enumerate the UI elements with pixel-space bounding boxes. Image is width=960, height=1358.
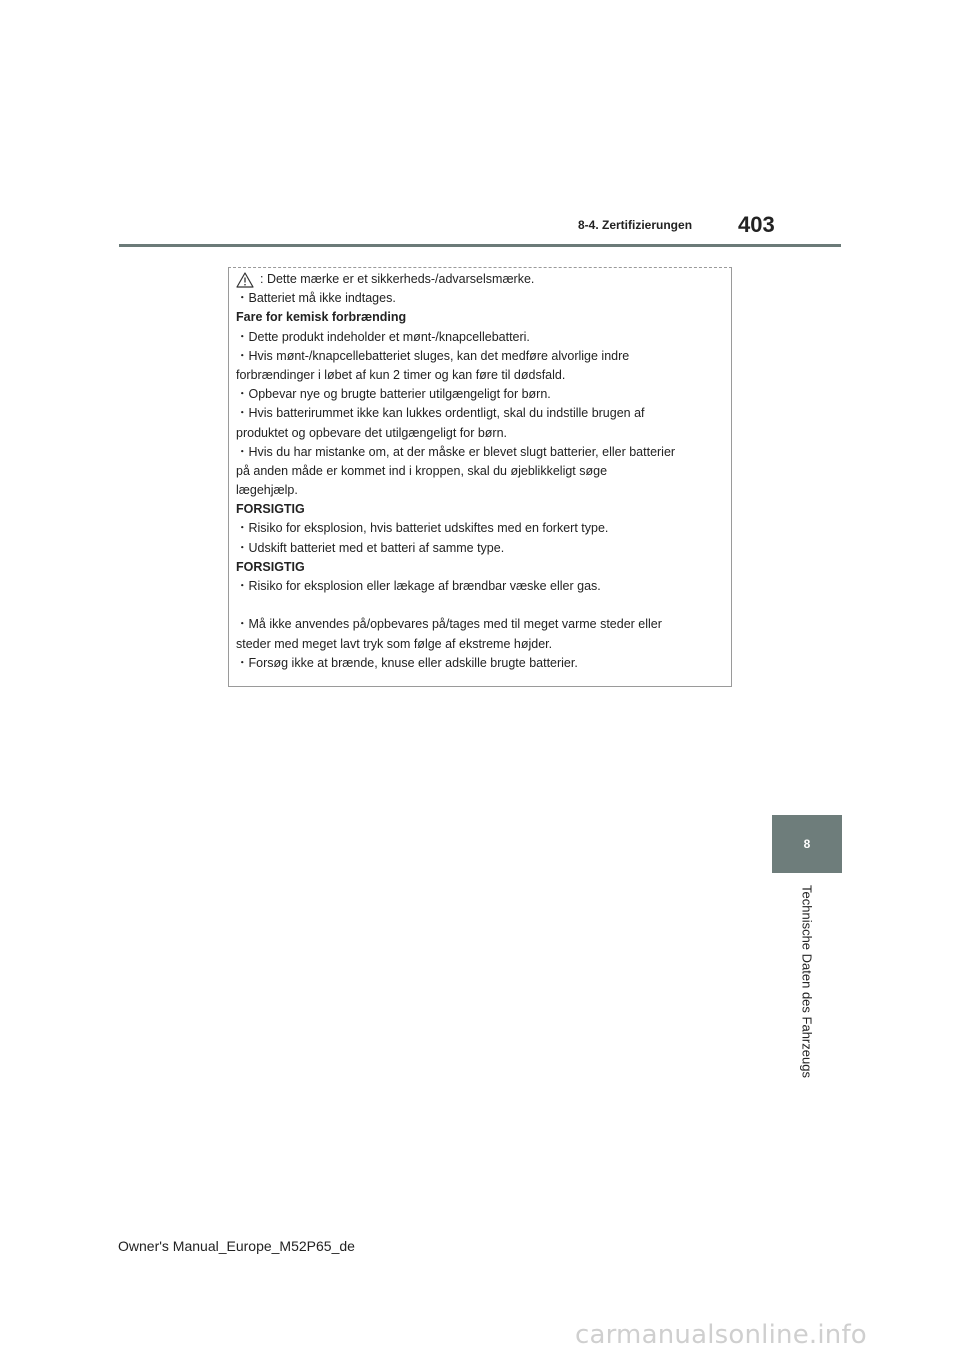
notice-line: på anden måde er kommet ind i kroppen, skal du øjeblikkeligt søge <box>236 463 608 478</box>
notice-line: ・Batteriet må ikke indtages. <box>236 291 396 306</box>
warning-label-text: : Dette mærke er et sikkerheds-/advarselsmærke. <box>260 272 535 286</box>
notice-line: Fare for kemisk forbrænding <box>236 310 407 325</box>
notice-line: ・Opbevar nye og brugte batterier utilgængeligt for børn. <box>236 387 551 402</box>
notice-line: FORSIGTIG <box>236 559 305 574</box>
notice-line: FORSIGTIG <box>236 502 305 517</box>
notice-line: forbrændinger i løbet af kun 2 timer og kan føre til dødsfald. <box>236 367 566 382</box>
warning-label-row <box>236 270 726 289</box>
notice-line: ・Forsøg ikke at brænde, knuse eller adskille brugte batterier. <box>236 655 578 670</box>
header-divider <box>119 244 841 247</box>
notice-line: ・Hvis mønt-/knapcellebatteriet sluges, kan det medføre alvorlige indre <box>236 348 630 363</box>
notice-line: produktet og opbevare det utilgængeligt for børn. <box>236 425 508 440</box>
notice-line: ・Hvis du har mistanke om, at der måske er blevet slugt batterier, eller batterier <box>236 444 676 459</box>
notice-line: ・Må ikke anvendes på/opbevares på/tages med til meget varme steder eller <box>236 617 662 632</box>
chapter-title: Technische Daten des Fahrzeugs <box>799 885 815 1078</box>
notice-line: lægehjælp. <box>236 483 298 498</box>
page-number: 403 <box>738 212 775 237</box>
warning-triangle-icon <box>236 272 254 288</box>
section-heading: 8-4. Zertifizierungen <box>578 218 693 232</box>
notice-line: ・Risiko for eksplosion, hvis batteriet udskiftes med en forkert type. <box>236 521 609 536</box>
notice-line: ・Udskift batteriet med et batteri af samme type. <box>236 540 505 555</box>
chapter-tab <box>772 815 842 873</box>
notice-line: steder med meget lavt tryk som følge af ekstreme højder. <box>236 636 553 651</box>
notice-body <box>236 289 726 673</box>
chapter-number: 8 <box>803 837 811 851</box>
notice-line: ・Hvis batterirummet ikke kan lukkes ordentligt, skal du indstille brugen af <box>236 406 645 421</box>
footer-text: Owner's Manual_Europe_M52P65_de <box>118 1238 355 1254</box>
notice-line: ・Risiko for eksplosion eller lækage af brændbar væske eller gas. <box>236 579 601 593</box>
notice-line: ・Dette produkt indeholder et mønt-/knapcellebatteri. <box>236 329 530 344</box>
watermark: carmanualsonline.info <box>575 1320 867 1350</box>
notice-content <box>236 270 726 673</box>
notice-line <box>236 596 726 615</box>
